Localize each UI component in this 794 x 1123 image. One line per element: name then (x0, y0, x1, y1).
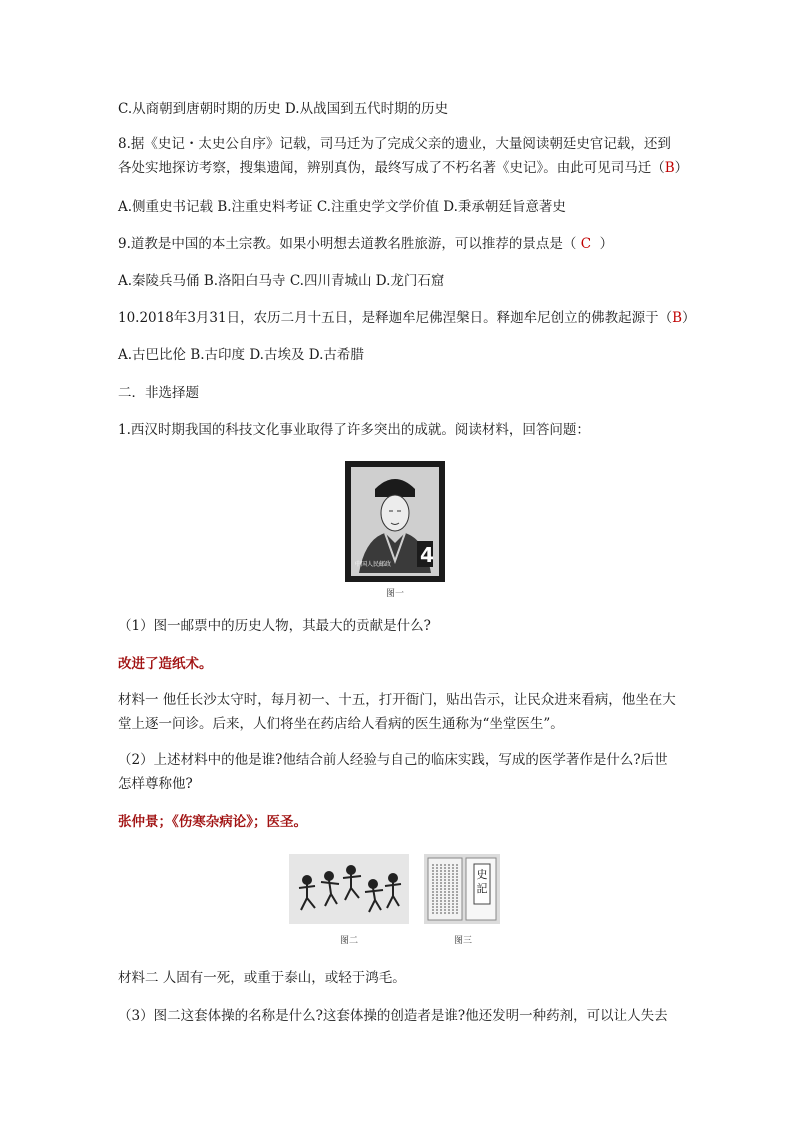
q10-stem: 10.2018年3月31日，农历二月十五日，是释迦牟尼佛涅槃日。释迦牟尼创立的佛教起源于（B） (118, 310, 696, 326)
q8-stem-line1: 8.据《史记・太史公自序》记载，司马迁为了完成父亲的遗业，大量阅读朝廷史官记载，还到 (118, 136, 671, 152)
section-heading: 二．非选择题 (118, 385, 199, 401)
material1-line1: 材料一 他任长沙太守时，每月初一、十五，打开衙门，贴出告示，让民众进来看病，他坐在大 (118, 692, 676, 708)
q8-stem-line2: 各处实地探访考察，搜集遗闻，辨别真伪，最终写成了不朽名著《史记》。由此可见司马迁（B） (118, 160, 689, 176)
q8-answer: B (664, 160, 675, 176)
stamp-value: 4 (420, 543, 434, 567)
sub2-answer: 张仲景；《伤寒杂病论》；医圣。 (118, 814, 307, 830)
q9-answer: C (580, 236, 592, 252)
material2: 材料二 人固有一死，或重于泰山，或轻于鸿毛。 (118, 970, 406, 986)
q8-options: A.侧重史书记载 B.注重史料考证 C.注重史学文学价值 D.秉承朝廷旨意著史 (118, 199, 566, 215)
stamp-top-text: 中国人民邮政 (355, 561, 392, 568)
stamp-figure (345, 461, 445, 582)
q10-options: A.古巴比伦 B.古印度 D.古埃及 D.古希腊 (118, 347, 364, 363)
sub3-question: （3）图二这套体操的名称是什么?这套体操的创造者是谁?他还发明一种药剂，可以让人失去 (118, 1008, 668, 1024)
sub1-question: （1）图一邮票中的历史人物，其最大的贡献是什么? (118, 618, 431, 634)
q7-options: C.从商朝到唐朝时期的历史 D.从战国到五代时期的历史 (118, 101, 449, 117)
q10-answer: B (672, 310, 683, 326)
sub2-line2: 怎样尊称他? (118, 776, 193, 792)
fig3-caption: 图三 (454, 936, 473, 946)
exercise-image (289, 854, 409, 924)
book-title: 史記 (476, 868, 488, 895)
sub2-line1: （2）上述材料中的他是谁?他结合前人经验与自己的临床实践，写成的医学著作是什么?后世 (118, 752, 668, 768)
fig1-caption: 图一 (386, 589, 405, 599)
material1-line2: 堂上逐一问诊。后来，人们将坐在药店给人看病的医生通称为“坐堂医生”。 (118, 716, 564, 732)
q9-stem: 9.道教是中国的本土宗教。如果小明想去道教名胜旅游，可以推荐的景点是（ C ） (118, 236, 614, 252)
q9-options: A.秦陵兵马俑 B.洛阳白马寺 C.四川青城山 D.龙门石窟 (118, 273, 445, 289)
exercise-figure (289, 854, 409, 924)
fig2-caption: 图二 (340, 936, 359, 946)
sub1-answer: 改进了造纸术。 (118, 656, 213, 672)
q1-intro: 1.西汉时期我国的科技文化事业取得了许多突出的成就。阅读材料，回答问题： (118, 422, 590, 438)
book-figure (424, 854, 500, 924)
